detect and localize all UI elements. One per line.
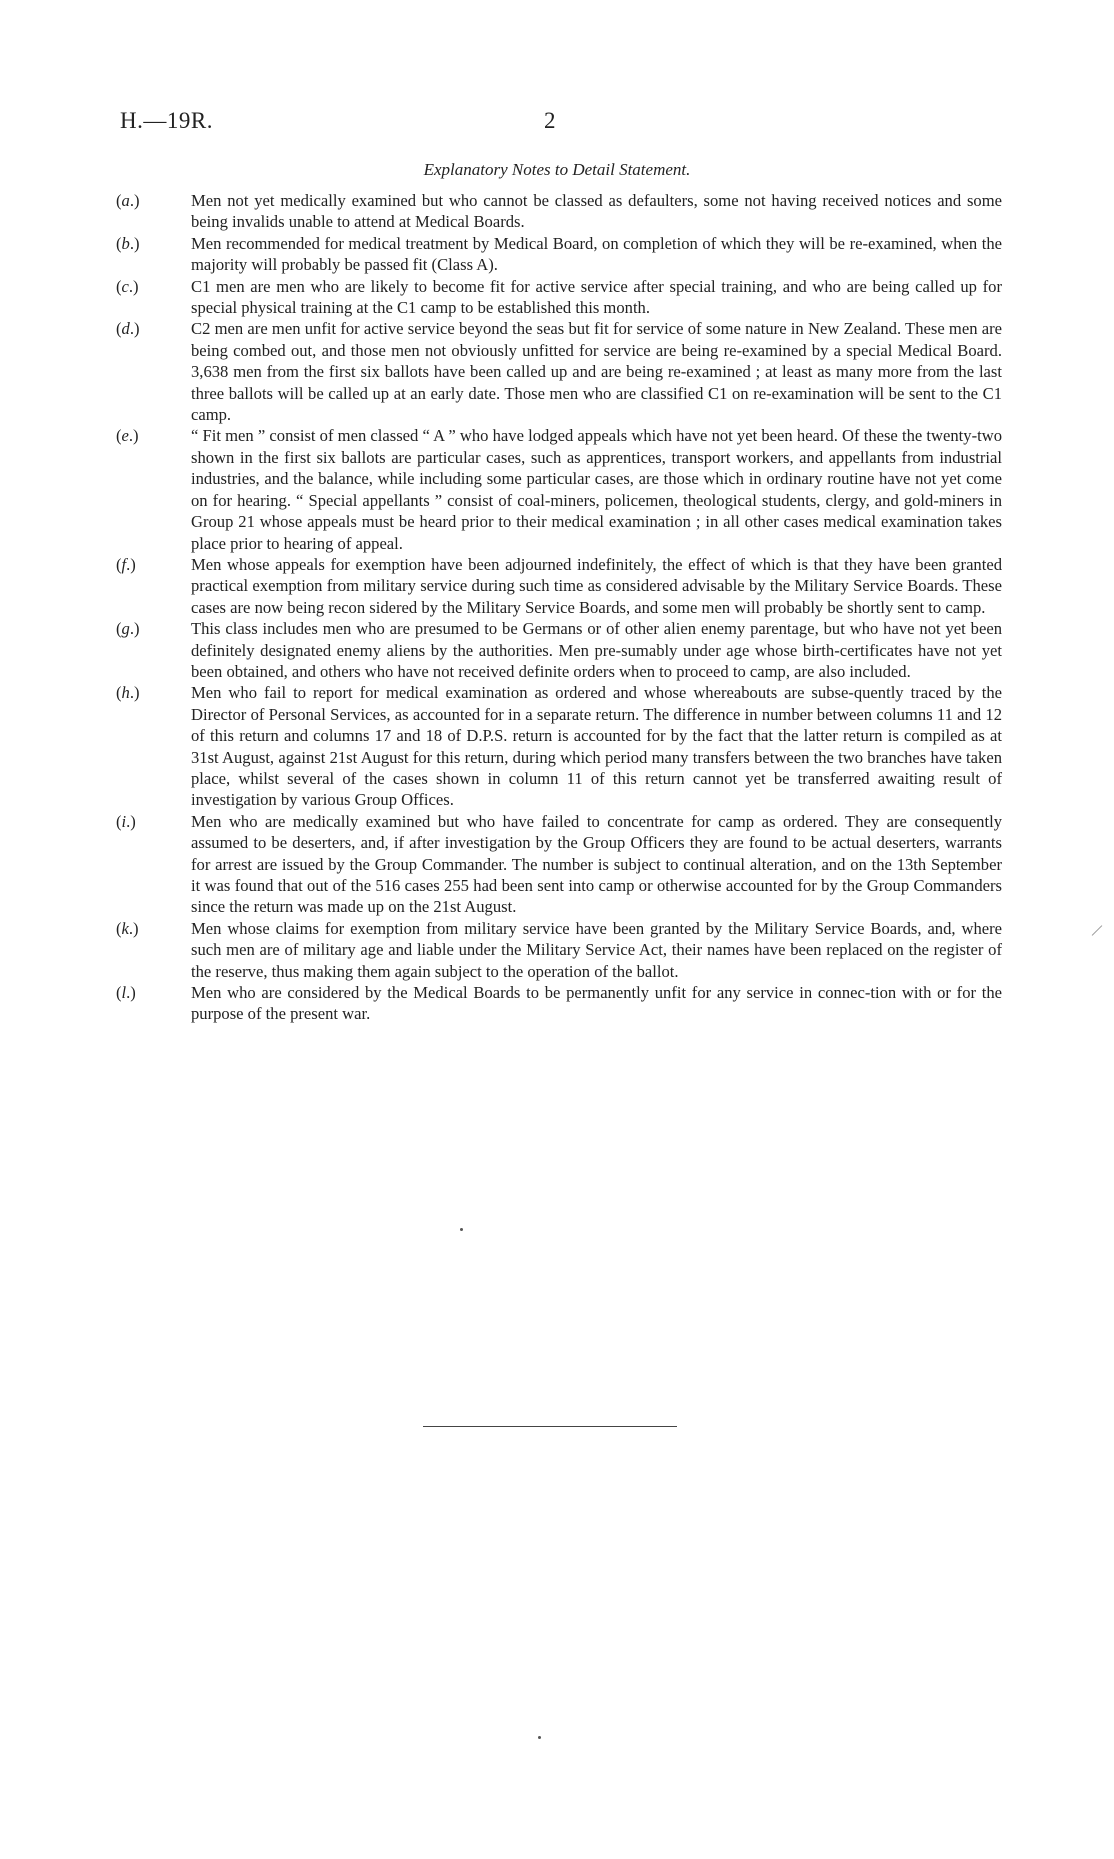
note-f xyxy=(116,554,1002,618)
note-marker: (i.) xyxy=(116,811,136,831)
note-marker: (k.) xyxy=(116,918,139,938)
note-marker: (b.) xyxy=(116,233,140,253)
note-text: Men who are considered by the Medical Boards to be permanently unfit for any service in connec-tion with or for the purpose of the present war. xyxy=(191,983,1002,1024)
note-marker: (g.) xyxy=(116,619,140,639)
note-marker: (a.) xyxy=(116,191,140,210)
note-text: Men whose claims for exemption from military service have been granted by the Military Service Boards, and, where such men are of military age and liable under the Military Service Act, their names have been replaced on the register of the reserve, thus making them again subject to the operation of the ballot. xyxy=(191,918,1002,981)
document-reference: H.—19R. xyxy=(120,108,213,133)
note-text: “ Fit men ” consist of men classed “ A ” who have lodged appeals which have not yet been heard. Of these the twenty-two shown in the first six ballots are particular cases, such as apprentices, transport workers, and appellants from industrial industries, and the balance, while including some particular cases, are those which in ordinary routine have not yet come on for hearing. “ Special appellants ” consist of coal-miners, policemen, theological students, clergy, and gold-miners in Group 21 whose appeals must be heard prior to their medical examination ; in all other cases medical examination takes place prior to hearing of appeal. xyxy=(191,426,1002,553)
note-text: Men who are medically examined but who have failed to concentrate for camp as ordered. They are consequently assumed to be deserters, and, if after investigation by the Group Officers they are found to be actual deserters, warrants for arrest are issued by the Group Commander. The number is subject to continual alteration, and on the 13th September it was found that out of the 516 cases 255 had been sent into camp or otherwise accounted for by the Group Commanders since the return was made up on the 21st August. xyxy=(191,811,1002,917)
note-marker: (h.) xyxy=(116,683,140,703)
page-number: 2 xyxy=(544,108,556,133)
ink-speck xyxy=(460,1228,463,1231)
note-h xyxy=(116,682,1002,810)
note-text: This class includes men who are presumed to be Germans or of other alien enemy parentage, but who have not yet been definitely designated enemy aliens by the authorities. Men pre-sumably under age whose birth-certificates have not yet been obtained, and others who have not received definite orders when to proceed to camp, are also included. xyxy=(191,619,1002,681)
note-b xyxy=(116,233,1002,276)
note-a xyxy=(116,190,1002,233)
note-text: Men who fail to report for medical examination as ordered and whose whereabouts are subse-quently traced by the Director of Personal Services, as accounted for in a separate return. The difference in number between columns 11 and 12 of this return and columns 17 and 18 of D.P.S. return is accounted for by the fact that the latter return is compiled as at 31st August, against 21st August for this return, during which period many transfers between the two branches have taken place, whilst several of the cases shown in column 11 of this return cannot yet be transferred awaiting result of investigation by various Group Offices. xyxy=(191,683,1002,810)
note-text: C2 men are men unfit for active service beyond the seas but fit for service of some nature in New Zealand. These men are being combed out, and those men not obviously unfitted for service are being re-examined by a special Medical Board. 3,638 men from the first six ballots have been called up and are being re-examined ; at least as many more from the last three ballots will be called up at an early date. Those men who are classified C1 on re-examination will be sent to the C1 camp. xyxy=(191,319,1002,425)
note-i xyxy=(116,811,1002,918)
end-rule xyxy=(423,1426,677,1427)
explanatory-notes-list xyxy=(116,190,1002,1025)
ink-speck xyxy=(538,1736,541,1739)
note-marker: (c.) xyxy=(116,276,139,296)
note-text: Men not yet medically examined but who cannot be classed as defaulters, some not having received notices and some being invalids unable to attend at Medical Boards. xyxy=(191,191,1002,232)
note-g xyxy=(116,618,1002,682)
note-text: C1 men are men who are likely to become fit for active service after special training, and who are being called up for special physical training at the C1 camp to be established this month. xyxy=(191,276,1002,318)
margin-mark xyxy=(1092,925,1103,936)
note-marker: (d.) xyxy=(116,319,140,339)
note-marker: (l.) xyxy=(116,983,136,1003)
note-k xyxy=(116,918,1002,982)
note-c xyxy=(116,276,1002,319)
note-marker: (e.) xyxy=(116,426,139,446)
note-d xyxy=(116,318,1002,425)
note-marker: (f.) xyxy=(116,554,136,574)
section-heading: Explanatory Notes to Detail Statement. xyxy=(423,160,691,179)
note-l xyxy=(116,982,1002,1025)
note-text: Men recommended for medical treatment by Medical Board, on completion of which they will be re-examined, when the majority will probably be passed fit (Class A). xyxy=(191,233,1002,275)
note-e xyxy=(116,425,1002,553)
note-text: Men whose appeals for exemption have been adjourned indefinitely, the effect of which is that they have been granted practical exemption from military service during such time as considered advisable by the Military Service Boards. These cases are now being recon sidered by the Military Service Boards, and some men will probably be shortly sent to camp. xyxy=(191,554,1002,617)
